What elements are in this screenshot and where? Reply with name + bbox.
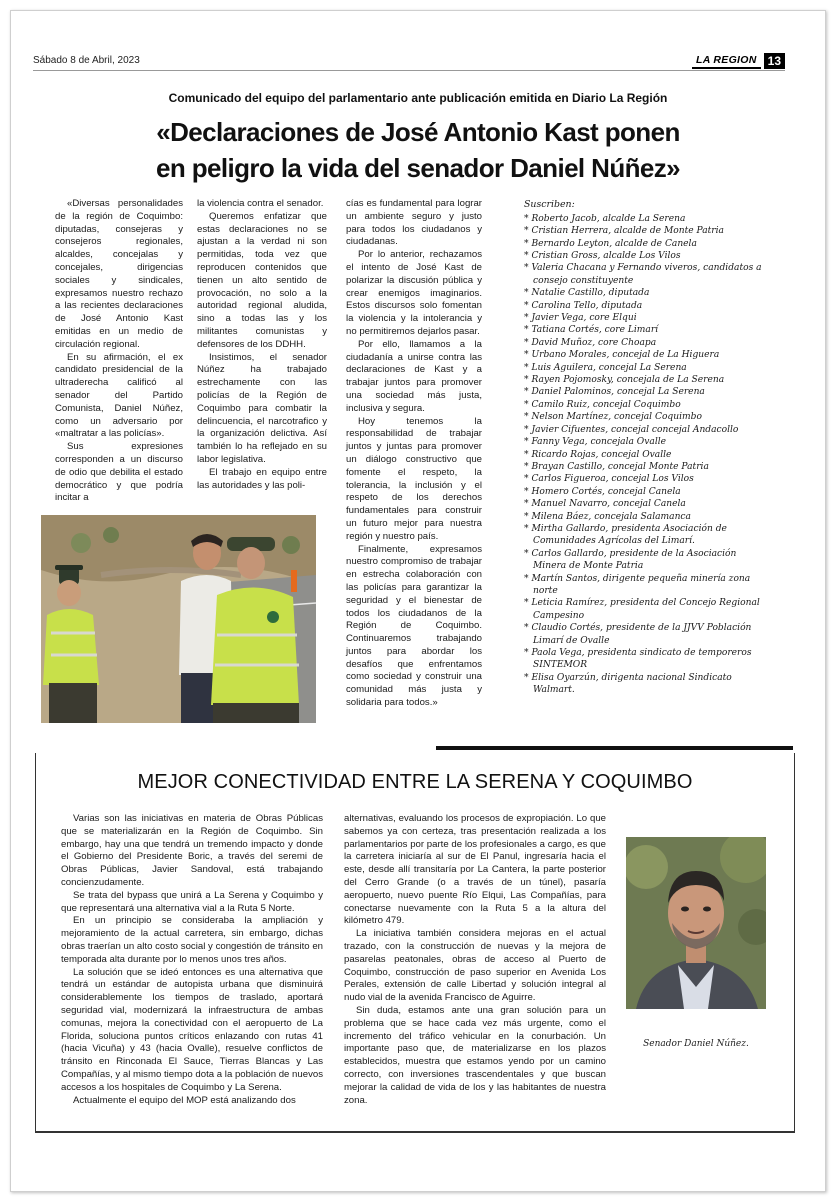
senator-portrait: [626, 837, 766, 1009]
paragraph: la violencia contra el senador.: [197, 198, 324, 209]
signer-item: * Leticia Ramírez, presidenta del Concejo Regional Campesino: [524, 597, 764, 622]
paragraph: Queremos enfatizar que estas declaraciones no se ajustan a la verdad ni son permitidas, toda vez que reproducen contenidos que tienen un alto sentido de provocación, no solo a la autoridad regional aludida, sino a todas las y los militantes comunistas y defensores de los DDHH.: [197, 210, 327, 350]
paragraph: En su afirmación, el ex candidato presidencial de la ultraderecha calificó al senador del Partido Comunista, Daniel Núñez, como un adversario por «maltratar a las policías».: [55, 351, 183, 440]
signer-item: * Roberto Jacob, alcalde La Serena: [524, 213, 764, 225]
signer-item: * Camilo Ruiz, concejal Coquimbo: [524, 399, 764, 411]
article-column-2: [197, 198, 327, 492]
paragraph: Por lo anterior, rechazamos el intento de José Kast de polarizar la discusión pública y crear enemigos imaginarios. Estos discursos solo fomentan la violencia y la intolerancia y no permitiremos dejarlos pasar.: [346, 249, 482, 337]
paragraph: El trabajo en equipo entre las autoridades y las poli-: [197, 466, 327, 491]
paragraph: La solución que se ideó entonces es una alternativa que tendrá un estándar de autopista urbana que disminuirá considerablemente los tiempos de traslado, aportará seguridad vial, modernizará la infraestructura de ambas comunas, mejora la conectividad con el aeropuerto de La Florida, soluciona puntos críticos enlazando con rutas 41 (hacia Vicuña) y 43 (hacia Ovalle), resuelve conflictos de tránsito en Rinconada El Sauce, Tierras Blancas y Las Compañías, y al mismo tiempo dota a la población de nuevos accesos a los hospitales de Coquimbo y La Serena.: [61, 966, 323, 1093]
signers-title: Suscriben:: [524, 199, 575, 210]
signer-item: * Carlos Figueroa, concejal Los Vilos: [524, 473, 764, 485]
masthead: [692, 53, 785, 69]
headline-line-2: en peligro la vida del senador Daniel Núñez»: [155, 153, 681, 183]
photo-caption: Senador Daniel Núñez.: [643, 1039, 749, 1049]
box-top-rule: [436, 746, 793, 750]
signer-item: * Elisa Oyarzún, dirigenta nacional Sindicato Walmart.: [524, 672, 764, 697]
signer-item: * Paola Vega, presidenta sindicato de temporeros SINTEMOR: [524, 647, 764, 672]
paragraph: Hoy tenemos la responsabilidad de trabajar juntos y juntas para promover un diálogo constructivo que fomente el respeto, la tolerancia, la inclusión y el respeto de los derechos fundamentales para construir un futuro mejor para nuestra región y nuestro país.: [346, 415, 482, 542]
signer-item: * Claudio Cortés, presidente de la JJVV Población Limarí de Ovalle: [524, 622, 764, 647]
signer-item: * Javier Vega, core Elqui: [524, 312, 764, 324]
paragraph: Insistimos, el senador Núñez ha trabajado estrechamente con las policías de la Región de Coquimbo para combatir la delincuencia, el narcotrafico y la organización delictiva. Así también lo ha reflejado en su labor legislativa.: [197, 351, 327, 465]
newspaper-page: [10, 10, 826, 1192]
signer-item: * Bernardo Leyton, alcalde de Canela: [524, 238, 764, 250]
signer-item: * Valeria Chacana y Fernando viveros, candidatos a consejo constituyente: [524, 262, 764, 287]
signer-item: * Mirtha Gallardo, presidenta Asociación de Comunidades Agrícolas del Limarí.: [524, 523, 764, 548]
signer-item: * Ricardo Rojas, concejal Ovalle: [524, 449, 764, 461]
paragraph: Actualmente el equipo del MOP está analizando dos: [73, 1094, 296, 1106]
signers-column: [524, 199, 764, 697]
paragraph: Se trata del bypass que unirá a La Serena y Coquimbo y que representará una alternativa vial a la Ruta 5 Norte.: [61, 889, 323, 914]
paragraph: alternativas, evaluando los procesos de expropiación. Lo que sabemos ya con certeza, tras presentación realizada a los parlamentarios por parte de los profesionales a cargo, es que la carretera iniciaría al sur de El Panul, ingresaría hacia el este, desde allí transitaría por La Cantera, la parte posterior del Cerro Grande (o a través de un túnel), pasaría aeropuerto, nuevo puente Río Elqui, Las Compañías, para conectarse nuevamente con la Ruta 5 a la altura del kilómetro 479.: [344, 813, 606, 927]
police-roadside-photo: [41, 515, 316, 723]
signer-item: * Cristian Gross, alcalde Los Vilos: [524, 250, 764, 262]
box-headline: MEJOR CONECTIVIDAD ENTRE LA SERENA Y COQUIMBO: [137, 771, 693, 793]
signer-item: * Daniel Palominos, concejal La Serena: [524, 386, 764, 398]
signer-item: * Fanny Vega, concejala Ovalle: [524, 436, 764, 448]
paragraph: En un principio se consideraba la ampliación y mejoramiento de la actual carretera, sin embargo, dichas obras traerían un alto costo social y congestión de tránsito en temporada alta durante por lo menos unos tres años.: [61, 915, 323, 965]
signer-item: * Tatiana Cortés, core Limarí: [524, 324, 764, 336]
signer-item: * Natalie Castillo, diputada: [524, 287, 764, 299]
signer-item: * Luis Aguilera, concejal La Serena: [524, 362, 764, 374]
paragraph: Sus expresiones corresponden a un discurso de odio que debilita el estado democrático y que podría incitar a: [55, 441, 183, 504]
signer-item: * Rayen Pojomosky, concejala de La Serena: [524, 374, 764, 386]
paragraph: La iniciativa también considera mejoras en el actual trazado, con la construcción de nuevas y la mejora de pasarelas peatonales, obras de acceso al Puerto de Coquimbo, construcción de paso superior en Avenida Los Perales, extensión de calle Libertad y solución integral al nudo vial de la avenida Francisco de Aguirre.: [344, 928, 606, 1004]
headline-line-1: «Declaraciones de José Antonio Kast ponen: [156, 117, 680, 147]
box-column-1: [61, 813, 323, 1107]
signer-item: * Nelson Martínez, concejal Coquimbo: [524, 411, 764, 423]
signer-item: * Milena Báez, concejala Salamanca: [524, 511, 764, 523]
paragraph: Varias son las iniciativas en materia de Obras Públicas que se materializarán en la Región de Coquimbo. Sin embargo, hay una que tendrá un tremendo impacto y donde el Gobierno del Presidente Boric, a través del seremi de Obras Públicas, Javier Sandoval, está trabajando concienzudamente.: [61, 813, 323, 888]
signer-item: * Javier Cifuentes, concejal concejal Andacollo: [524, 424, 764, 436]
article-headline: [11, 114, 825, 186]
paragraph: «Diversas personalidades de la región de Coquimbo: diputadas, consejeras y consejeros regionales, alcaldes, concejalas y concejales, dirigencias sociales y sindicales, expresamos nuestro rechazo a las recientes declaraciones de José Antonio Kast emitidas en un medio de circulación regional.: [55, 198, 183, 350]
page-number: 13: [764, 53, 785, 69]
box-column-2: [344, 813, 606, 1107]
signer-item: * Martín Santos, dirigente pequeña minería zona norte: [524, 573, 764, 598]
signer-item: * Urbano Morales, concejal de La Higuera: [524, 349, 764, 361]
signer-item: * Carlos Gallardo, presidente de la Asociación Minera de Monte Patria: [524, 548, 764, 573]
signers-list: [524, 213, 764, 697]
signer-item: * Manuel Navarro, concejal Canela: [524, 498, 764, 510]
paragraph: cías es fundamental para lograr un ambiente seguro y justo para todos los ciudadanos y ciudadanas.: [346, 198, 482, 248]
article-column-3: [346, 198, 482, 710]
signer-item: * David Muñoz, core Choapa: [524, 337, 764, 349]
paragraph: Finalmente, expresamos nuestro compromiso de trabajar en estrecha colaboración con las policías para garantizar la seguridad y el bienestar de todos los ciudadanos de la Región de Coquimbo. Continuaremos trabajando juntos para abordar los desafíos que enfrentamos como sociedad y construir una comunidad más justa y solidaria para todos.»: [346, 543, 482, 709]
signer-item: * Brayan Castillo, concejal Monte Patria: [524, 461, 764, 473]
paragraph: Por ello, llamamos a la ciudadanía a unirse contra las declaraciones de Kast y a trabajar juntos para promover una sociedad más justa, inclusiva y segura.: [346, 338, 482, 414]
article-column-1: [55, 198, 183, 505]
signer-item: * Homero Cortés, concejal Canela: [524, 486, 764, 498]
signer-item: * Carolina Tello, diputada: [524, 300, 764, 312]
signer-item: * Cristian Herrera, alcalde de Monte Patria: [524, 225, 764, 237]
newspaper-logo: LA REGION: [692, 54, 761, 69]
article-kicker: Comunicado del equipo del parlamentario ante publicación emitida en Diario La Región: [168, 91, 668, 105]
issue-date: Sábado 8 de Abril, 2023: [33, 55, 140, 66]
page-header: [33, 53, 785, 73]
header-rule: [33, 70, 785, 71]
paragraph: Sin duda, estamos ante una gran solución para un problema que se hace cada vez más urgente, como el incremento del tráfico vehicular en la conurbación. Un importante paso que, de materializarse en los plazos establecidos, muestra que estamos yendo por un camino correcto, con inversiones trascendentales y que buscan mejorar la calidad de vida de los y las habitantes de nuestra zona.: [344, 1004, 606, 1106]
